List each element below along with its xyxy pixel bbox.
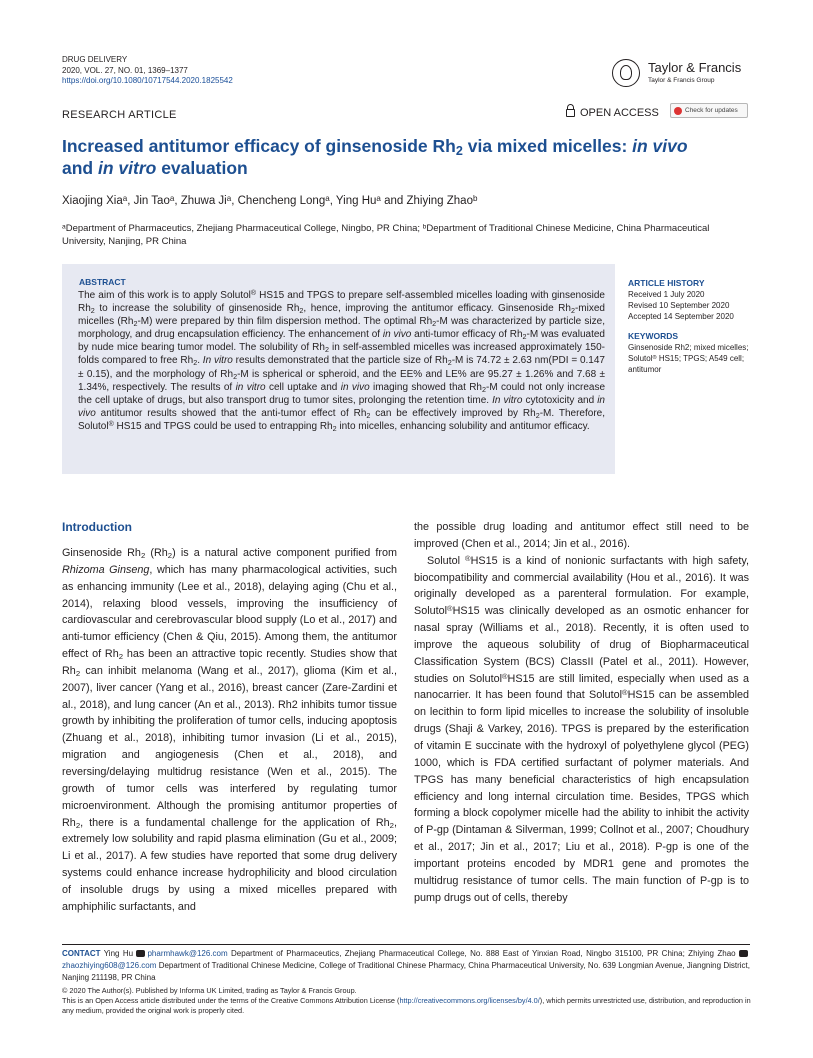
- body-column-left: [62, 545, 397, 916]
- contact-name: Ying Hu: [100, 949, 137, 958]
- author-name[interactable]: Xiaojing Xia: [62, 195, 123, 207]
- introduction-heading: Introduction: [62, 520, 132, 534]
- taylor-francis-emblem-icon: [612, 59, 640, 87]
- author-name[interactable]: Chencheng Long: [237, 195, 326, 207]
- doi-link[interactable]: https://doi.org/10.1080/10717544.2020.1825542: [62, 76, 233, 85]
- email-link[interactable]: zhaozhiying608@126.com: [62, 961, 157, 970]
- article-type: RESEARCH ARTICLE: [62, 109, 177, 121]
- title-text: evaluation: [156, 158, 248, 178]
- affiliation-text: Department of Pharmaceutics, Zhejiang Pharmaceutical College, Ningbo, PR China;: [65, 223, 423, 234]
- check-updates-icon: [674, 107, 682, 115]
- contact-address: Department of Pharmaceutics, Zhejiang Pharmaceutical College, No. 888 East of Yinxian Road, Ningbo 315100, PR China; Zhiying Zhao: [227, 949, 739, 958]
- publisher-name: Taylor & Francis: [648, 60, 742, 75]
- title-text: Increased antitumor efficacy of ginsenoside Rh: [62, 136, 456, 156]
- email-icon: [136, 950, 145, 957]
- contact-label: CONTACT: [62, 949, 101, 958]
- affiliation-marker: a: [226, 193, 232, 203]
- abstract-heading: ABSTRACT: [79, 277, 126, 287]
- open-access-badge: [566, 107, 659, 119]
- publisher-logo: [612, 57, 752, 91]
- check-updates-label: Check for updates: [685, 107, 738, 114]
- author-list: Xiaojing Xia$^a$, Jin Tao$^a$, Zhuwa Ji$^a$, Chencheng Long$^a$, Ying Hu$^a$ and Zhiying Zhao$^b$: [62, 193, 478, 207]
- article-history-heading: ARTICLE HISTORY: [628, 278, 705, 288]
- body-paragraph: Ginsenoside $Rh_2$ $(Rh_2)$ is a natural active component purified from Rhizoma Ginseng, which has many pharmacological activities, such as enhancing immunity (Lee et al., 2018), delaying aging (Chu et al., 2014), relaxing blood vessels, improving the insufficiency of cardiovascular and cerebrovascular blood supply (Lo et al., 2017) and anti-tumor efficiency (Chen & Qiu, 2015). Among them, the antitumor effect of $Rh_2$ has been an attractive topic recently. Studies show that $Rh_2$ can inhibit melanoma (Wang et al., 2017), glioma (Kim et al., 2007), liver cancer (Yang et al., 2016), breast cancer (Zare-Zardini et al., 2018), and lung cancer (An et al., 2013). Rh2 inhibits tumor tissue growth by inhibiting the proliferation of tumor cells, inducing apoptosis (Zhuang et al., 2018), inhibiting tumor invasion (Li et al., 2015), migration and angiogenesis (Chen et al., 2018), and reversing/delaying multidrug resistance (Wen et al., 2015). The growth of tumor cells was interfered by regulating tumor microenvironment. Although the promising antitumor properties of $Rh_2$, there is a fundamental challenge for the application of $Rh_2$, extremely low solubility and rapid plasma elimination (Gu et al., 2009; Li et al., 2017). A few studies have reported that some drug delivery systems could enhance increase hydrophilicity and blood circulation of insoluble drugs by using a mixed micelles prepared with amphiphilic surfactants, and: [62, 547, 397, 913]
- check-updates-button[interactable]: [670, 103, 748, 118]
- author-conjunction: and: [384, 195, 404, 207]
- license-link[interactable]: http://creativecommons.org/licenses/by/4.0/: [399, 996, 540, 1005]
- affiliation-marker: a: [325, 193, 330, 203]
- article-sidebar: [628, 278, 758, 375]
- body-column-right: [414, 519, 749, 906]
- email-link[interactable]: pharmhawk@126.com: [147, 949, 228, 958]
- affiliation-marker: a: [122, 193, 128, 203]
- affiliation-marker: b: [422, 223, 427, 231]
- affiliations: [62, 222, 752, 248]
- footer-divider: [62, 944, 750, 945]
- author-name[interactable]: Zhuwa Ji: [180, 195, 227, 207]
- keywords-list: Ginsenoside Rh2; mixed micelles; Solutol® HS15; TPGS; A549 cell; antitumor: [628, 343, 749, 374]
- copyright-line: © 2020 The Author(s). Published by Informa UK Limited, trading as Taylor & Francis Group.: [62, 986, 357, 995]
- author-name[interactable]: Ying Hu: [335, 195, 377, 207]
- affiliation-marker: a: [376, 193, 381, 203]
- accepted-date: Accepted 14 September 2020: [628, 312, 734, 321]
- abstract-text: The aim of this work is to apply Solutol® HS15 and TPGS to prepare self-assembled micelles loading with ginsenoside $Rh_2$ to increase the solubility of ginsenoside $Rh_2$, hence, improving the antitumor efficacy. Ginsenoside $Rh_2$-mixed micelles $(Rh_2-M)$ were prepared by thin film dispersion method. The optimal $Rh_2-M$ was characterized by particle size, morphology, and drug encapsulation efficiency. The enhancement of in vivo anti-tumor efficacy of $Rh_2-M$ was evaluated by nude mice bearing tumor model. The solubility of $Rh_2$ in self-assembled micelles was increased approximately 150-folds compared to free $Rh_2$. In vitro results demonstrated that the particle size of $Rh_2-M$ is 74.72 ± 2.63 nm(PDI = 0.147 ± 0.15), and the morphology of $Rh_2-M$ is spherical or spheroid, and the EE% and LE% are 95.27 ± 1.26% and 7.68 ± 1.34%, respectively. The results of in vitro cell uptake and in vivo imaging showed that $Rh_2-M$ could not only increase the cell uptake of drugs, but also transport drug to tumor sites, prolonging the retention time. In vitro cytotoxicity and in vivo antitumor results showed that the anti-tumor effect of $Rh_2$ can be effectively improved by $Rh_2-M$. Therefore, Solutol® HS15 and TPGS could be used to entrapping $Rh_2$ into micelles, enhancing solubility and antitumor efficacy.: [78, 290, 606, 433]
- copyright-notice: [62, 986, 752, 1016]
- affiliation-text: Department of Traditional Chinese Medicine, China Pharmaceutical University, Nanjing, PR China: [62, 223, 710, 247]
- affiliation-marker: b: [472, 193, 478, 203]
- email-icon: [739, 950, 748, 957]
- title-subscript: 2: [455, 144, 463, 159]
- journal-volume: 2020, VOL. 27, NO. 01, 1369–1377: [62, 65, 188, 75]
- received-date: Received 1 July 2020: [628, 290, 705, 299]
- journal-name: DRUG DELIVERY: [62, 55, 128, 64]
- body-paragraph: Solutol ®HS15 is a kind of nonionic surfactants with high safety, biocompatibility and commercial availability (Hou et al., 2016). It was originally developed as a parenteral formulation. For example, Solutol®HS15 was clinically developed as an osmotic enhancer for nasal spray (Williams et al., 2018). Recently, it is often used to improve the aqueous solubility of drug of Biopharmaceutical Classification System (BCS) ClassII (Patel et al., 2011). However, studies on Solutol®HS15 are still limited, especially when used as a nanocarrier. It has been found that Solutol®HS15 can be assembled on lecithin to form lipid micelles to increase the solubility of insoluble drugs (Shaji & Varkey, 2016). TPGS is prepared by the esterification of vitamin E succinate with the hydroxyl of polyethylene glycol (PEG) 1000, which is FDA certified surfactant of polymer materials. And TPGS has many beneficial characteristics of high encapsulation efficiency and long internal circulation time. Besides, TPGS which forming a block copolymer micelle had the ability to inhibit the activity of P-gp (Dintaman & Silverman, 1999; Collnot et al., 2007; Choudhury et al., 2017; Jin et al., 2017; Liu et al., 2018). P-gp is one of the important proteins encoded by MDR1 gene and promotes the multidrug resistance of tumor cells. The main function of P-gp is to pump drugs out of cells, thereby: [414, 553, 750, 904]
- author-name[interactable]: Jin Tao: [133, 195, 170, 207]
- abstract-panel: [62, 264, 615, 474]
- publisher-group: Taylor & Francis Group: [648, 77, 715, 84]
- contact-address: Department of Traditional Chinese Medicine, College of Traditional Chinese Pharmacy, China Pharmaceutical University, No. 639 Longmian Avenue, Jiangning District, Nanjing 211198, PR China: [62, 961, 750, 982]
- affiliation-marker: a: [62, 223, 66, 231]
- contact-info: [62, 948, 750, 984]
- journal-info: [62, 55, 233, 87]
- author-name[interactable]: Zhiying Zhao: [406, 195, 473, 207]
- title-italic: in vitro: [97, 158, 157, 178]
- affiliation-marker: a: [169, 193, 175, 203]
- article-title: [62, 135, 742, 179]
- title-italic: in vivo: [632, 136, 688, 156]
- open-lock-icon: [566, 109, 575, 117]
- revised-date: Revised 10 September 2020: [628, 301, 730, 310]
- keywords-heading: KEYWORDS: [628, 331, 679, 341]
- license-text: This is an Open Access article distributed under the terms of the Creative Commons Attribution License (http://creativecommons.org/licenses/by/4.0/), which permits unrestricted use, distribution, and reproduction in any medium, provided the original work is properly cited.: [62, 996, 751, 1015]
- title-text: via mixed micelles:: [462, 136, 633, 156]
- body-paragraph: the possible drug loading and antitumor effect still need to be improved (Chen et al., 2014; Jin et al., 2016).: [414, 521, 749, 550]
- title-text: and: [62, 158, 98, 178]
- open-access-label: OPEN ACCESS: [580, 107, 659, 119]
